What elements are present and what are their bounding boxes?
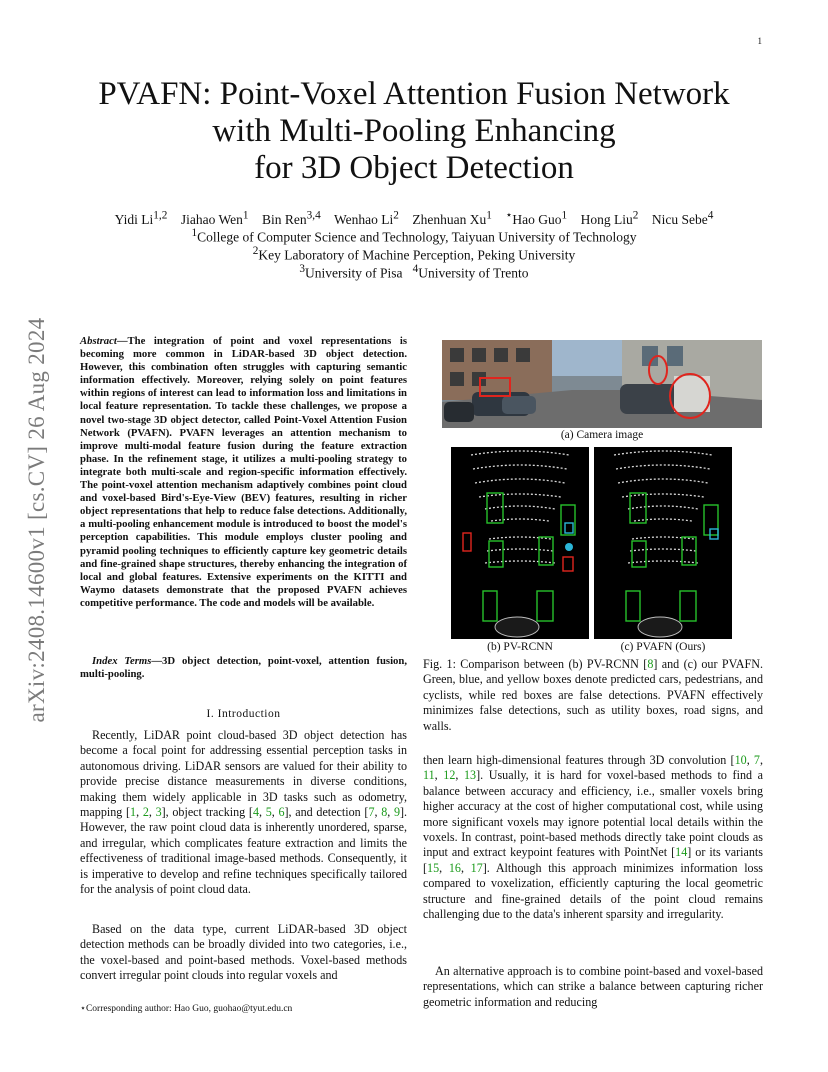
paper-title <box>60 76 768 187</box>
author: Zhenhuan Xu$^1$ <box>412 209 492 227</box>
title-line-3: for 3D Object Detection <box>254 150 574 186</box>
citation-link[interactable]: 11 <box>423 768 435 783</box>
citation-link[interactable]: 16 <box>448 860 461 875</box>
bev-pvafn-drawing <box>594 447 732 639</box>
title-line-1: PVAFN: Point-Voxel Attention Fusion Network <box>98 76 730 112</box>
figure-caption: Fig. 1: Comparison between (b) PV-RCNN [8] and (c) our PVAFN. Green, blue, and yellow boxes denote predicted cars, pedestrians, and cyclists, while red boxes are false detections. PVAFN effectively minimizes false detections, such as utility boxes, road signs, and walls. <box>423 657 763 733</box>
author: Jiahao Wen$^1$ <box>180 209 249 227</box>
citation-link[interactable]: 10 <box>734 753 747 767</box>
citation-link[interactable]: 4 <box>252 805 259 820</box>
citation-link[interactable]: 8 <box>647 657 654 671</box>
right-paragraph-2: An alternative approach is to combine point-based and voxel-based representations, which can strike a balance between capturing richer geometric information and reducing <box>423 964 763 1009</box>
bev-pv-rcnn <box>451 447 589 639</box>
citation-link[interactable]: 13 <box>464 768 477 783</box>
index-terms-text: —3D object detection, point-voxel, attention fusion, multi-pooling. <box>80 655 407 681</box>
author-corresponding: ⋆Hao Guo$^1$ <box>505 209 568 227</box>
affiliation-3-4: $^3$University of Pisa $^4$University of Trento <box>299 263 529 281</box>
citation-link[interactable]: 8 <box>381 805 388 820</box>
citation-link[interactable]: 6 <box>278 805 285 820</box>
author: Yidi Li$^{1,2}$ <box>114 209 168 227</box>
index-terms <box>80 655 407 681</box>
affiliation-2: $^2$Key Laboratory of Machine Perception, Peking University <box>252 245 576 263</box>
caption-pv-rcnn: (b) PV-RCNN <box>487 641 553 653</box>
author: Hong Liu$^2$ <box>580 209 639 227</box>
citation-link[interactable]: 15 <box>427 860 440 875</box>
footnote: ⋆Corresponding author: Hao Guo, guohao@tyut.edu.cn <box>80 1004 293 1014</box>
title-line-2: with Multi-Pooling Enhancing <box>212 113 616 149</box>
citation-link[interactable]: 12 <box>443 768 456 783</box>
citation-link[interactable]: 7 <box>753 753 760 767</box>
citation-link[interactable]: 7 <box>368 805 375 820</box>
arxiv-stamp[interactable]: arXiv:2408.14600v1 [cs.CV] 26 Aug 2024 <box>24 317 49 723</box>
camera-image <box>442 340 762 428</box>
citation-link[interactable]: 17 <box>470 860 483 875</box>
citation-link[interactable]: 2 <box>142 805 149 820</box>
abstract <box>80 335 407 610</box>
caption-pvafn: (c) PVAFN (Ours) <box>620 641 706 653</box>
citation-link[interactable]: 3 <box>155 805 162 820</box>
camera-image-drawing <box>442 340 762 428</box>
abstract-label: Abstract <box>80 335 117 347</box>
author: Bin Ren$^{3,4}$ <box>261 209 321 227</box>
caption-camera-image: (a) Camera image <box>560 429 644 441</box>
affiliation-1: $^1$College of Computer Science and Technology, Taiyuan University of Technology <box>191 227 637 245</box>
citation-link[interactable]: 5 <box>265 805 272 820</box>
bev-pvafn <box>594 447 732 639</box>
page-number: 1 <box>757 36 762 46</box>
intro-paragraph-2: Based on the data type, current LiDAR-based 3D object detection methods can be broadly divided into two categories, i.e., the voxel-based and point-based methods. Voxel-based methods convert irregular point clouds into regular voxels and <box>80 922 407 983</box>
right-paragraph-1: then learn high-dimensional features through 3D convolution [10, 7, 11, 12, 13]. Usually, it is hard for voxel-based methods to find a balance between accuracy and efficiency, i.e., smaller voxels bring higher accuracy at the cost of higher computational cost, while using more significant voxels may ignore potential local details within the voxels. In contrast, point-based methods directly take point clouds as input and extract keypoint features with PointNet [14] or its variants [15, 16, 17]. Although this approach minimizes information loss compared to voxelization, efficiently capturing the local geometric structure and fine-grained details of the point cloud remains challenging due to the data's inherent sparsity and irregularity. <box>423 753 764 922</box>
section-heading: I. Introduction <box>206 708 281 720</box>
citation-link[interactable]: 1 <box>130 805 137 820</box>
bev-pv-rcnn-drawing <box>451 447 589 639</box>
author: Wenhao Li$^2$ <box>333 209 399 227</box>
author: Nicu Sebe$^4$ <box>651 209 714 227</box>
arxiv-stamp-column <box>0 0 49 1072</box>
abstract-text: —The integration of point and voxel representations is becoming more common in LiDAR-based 3D object detection. However, this combination often struggles with capturing semantic information effectively. Moreover, relying solely on point features within regions of interest can lead to information loss and limitations in local feature representation. To tackle these challenges, we propose a novel two-stage 3D object detector, called Point-Voxel Attention Fusion Network (PVAFN). PVAFN leverages an attention mechanism to improve multi-modal feature fusion during the feature extraction phase. In the refinement stage, it utilizes a multi-pooling strategy to integrate both multi-scale and region-specific information effectively. The point-voxel attention mechanism adaptively combines point cloud and voxel-based Bird's-Eye-View (BEV) features, resulting in richer object representations that help to reduce false detections. Additionally, a multi-pooling enhancement module is introduced to boost the model's perception capabilities. This module employs cluster pooling and pyramid pooling techniques to efficiently capture key geometric details and fine-grained shape structures, thereby enhancing the integration of local and global features. Extensive experiments on the KITTI and Waymo datasets demonstrate that the proposed PVAFN achieves competitive performance. The code and models will be available. <box>80 335 407 609</box>
intro-paragraph-1: Recently, LiDAR point cloud-based 3D object detection has become a focal point for addressing essential perception tasks in autonomous driving. LiDAR sensors are valued for their ability to provide precise distance measurements in diverse conditions, making them widely applicable in 3D tasks such as odometry, mapping [1, 2, 3], object tracking [4, 5, 6], and detection [7, 8, 9]. However, the raw point cloud data is inherently unordered, sparse, and irregular, which complicates feature extraction and limits the effectiveness of traditional image-based methods. Consequently, it is imperative to develop and refine techniques specifically tailored for the analysis of point cloud data. <box>80 728 408 897</box>
citation-link[interactable]: 14 <box>675 845 688 860</box>
index-terms-label: Index Terms <box>92 655 152 667</box>
citation-link[interactable]: 9 <box>393 805 401 820</box>
